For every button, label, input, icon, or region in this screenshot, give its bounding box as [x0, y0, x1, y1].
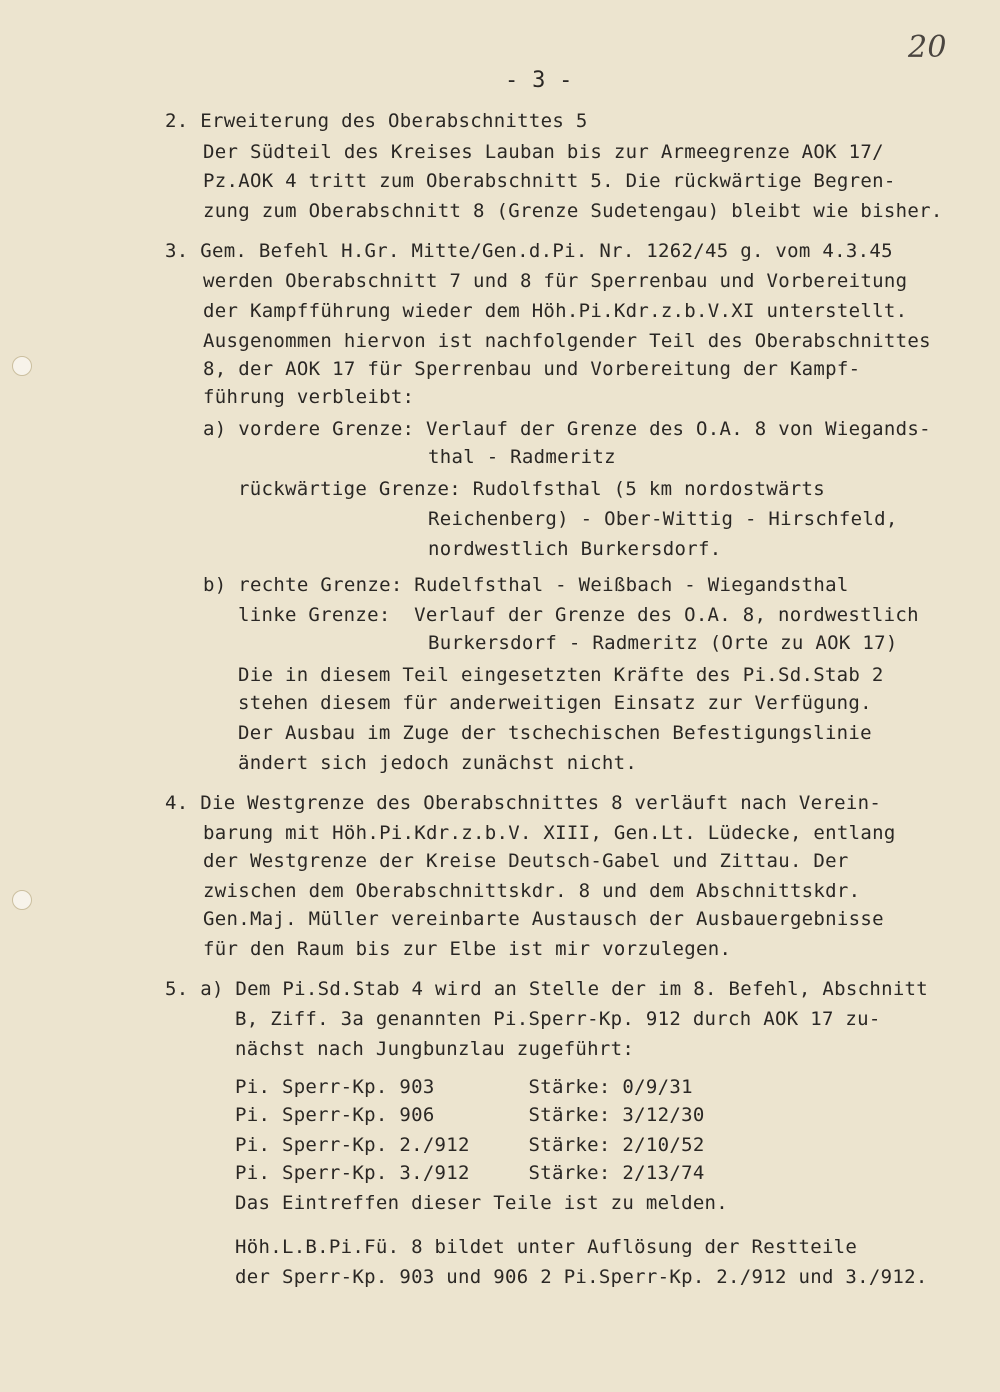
text-line: linke Grenze: Verlauf der Grenze des O.A. 8, nordwestlich — [238, 604, 919, 626]
text-line: werden Oberabschnitt 7 und 8 für Sperrenbau und Vorbereitung — [203, 270, 908, 292]
text-line: Höh.L.B.Pi.Fü. 8 bildet unter Auflösung der Restteile — [235, 1236, 858, 1258]
text-line: Reichenberg) - Ober-Wittig - Hirschfeld, — [428, 508, 898, 530]
text-line: der Westgrenze der Kreise Deutsch-Gabel und Zittau. Der — [203, 850, 849, 872]
text-line: für den Raum bis zur Elbe ist mir vorzulegen. — [203, 938, 732, 960]
handwritten-mark: 20 — [908, 30, 947, 65]
text-line: nordwestlich Burkersdorf. — [428, 538, 722, 560]
text-line: thal - Radmeritz — [428, 446, 616, 468]
punch-hole — [12, 890, 32, 910]
text-line: stehen diesem für anderweitigen Einsatz zur Verfügung. — [238, 692, 872, 714]
text-line: der Kampfführung wieder dem Höh.Pi.Kdr.z.b.V.XI unterstellt. — [203, 300, 908, 322]
text-line: Die in diesem Teil eingesetzten Kräfte des Pi.Sd.Stab 2 — [238, 664, 884, 686]
text-line: Pi. Sperr-Kp. 3./912 Stärke: 2/13/74 — [235, 1162, 705, 1184]
text-line: B, Ziff. 3a genannten Pi.Sperr-Kp. 912 durch AOK 17 zu- — [235, 1008, 881, 1030]
text-line: 4. Die Westgrenze des Oberabschnittes 8 verläuft nach Verein- — [165, 792, 882, 814]
text-line: Gen.Maj. Müller vereinbarte Austausch der Ausbauergebnisse — [203, 908, 884, 930]
text-line: Ausgenommen hiervon ist nachfolgender Teil des Oberabschnittes — [203, 330, 931, 352]
text-line: zung zum Oberabschnitt 8 (Grenze Sudetengau) bleibt wie bisher. — [203, 200, 943, 222]
text-line: nächst nach Jungbunzlau zugeführt: — [235, 1038, 635, 1060]
text-line: ändert sich jedoch zunächst nicht. — [238, 752, 638, 774]
text-line: zwischen dem Oberabschnittskdr. 8 und dem Abschnittskdr. — [203, 880, 861, 902]
punch-hole — [12, 356, 32, 376]
text-line: rückwärtige Grenze: Rudolfsthal (5 km nordostwärts — [238, 478, 825, 500]
text-line: a) vordere Grenze: Verlauf der Grenze des O.A. 8 von Wiegands- — [203, 418, 931, 440]
text-line: 3. Gem. Befehl H.Gr. Mitte/Gen.d.Pi. Nr. 1262/45 g. vom 4.3.45 — [165, 240, 893, 262]
text-line: führung verbleibt: — [203, 386, 415, 408]
text-line: 2. Erweiterung des Oberabschnittes 5 — [165, 110, 588, 132]
text-line: Burkersdorf - Radmeritz (Orte zu AOK 17) — [428, 632, 898, 654]
text-line: barung mit Höh.Pi.Kdr.z.b.V. XIII, Gen.Lt. Lüdecke, entlang — [203, 822, 896, 844]
text-line: 5. a) Dem Pi.Sd.Stab 4 wird an Stelle der im 8. Befehl, Abschnitt — [165, 978, 929, 1000]
page-number: - 3 - — [505, 68, 573, 93]
text-line: der Sperr-Kp. 903 und 906 2 Pi.Sperr-Kp. 2./912 und 3./912. — [235, 1266, 928, 1288]
text-line: Pz.AOK 4 tritt zum Oberabschnitt 5. Die rückwärtige Begren- — [203, 170, 896, 192]
text-line: b) rechte Grenze: Rudelfsthal - Weißbach - Wiegandsthal — [203, 574, 849, 596]
text-line: 8, der AOK 17 für Sperrenbau und Vorbereitung der Kampf- — [203, 358, 861, 380]
text-line: Das Eintreffen dieser Teile ist zu melden. — [235, 1192, 729, 1214]
text-line: Pi. Sperr-Kp. 2./912 Stärke: 2/10/52 — [235, 1134, 705, 1156]
text-line: Der Südteil des Kreises Lauban bis zur Armeegrenze AOK 17/ — [203, 141, 884, 163]
text-line: Pi. Sperr-Kp. 906 Stärke: 3/12/30 — [235, 1104, 705, 1126]
text-line: Der Ausbau im Zuge der tschechischen Befestigungslinie — [238, 722, 872, 744]
text-line: Pi. Sperr-Kp. 903 Stärke: 0/9/31 — [235, 1076, 693, 1098]
